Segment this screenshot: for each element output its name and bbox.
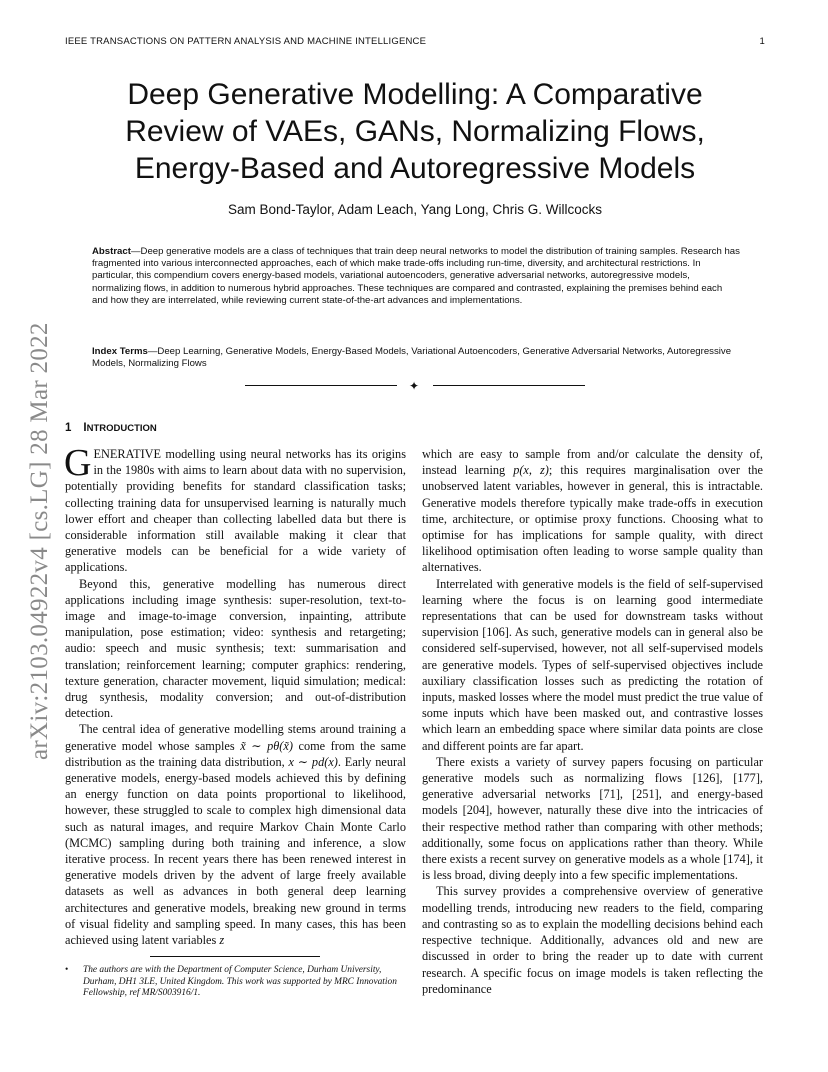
paragraph: This survey provides a comprehensive overview of generative modelling trends, introducing new readers to the field, comparing and contrasting so as to explain the modelling decisions behind each respective technique. Additionally, advances old and new are discussed in order to bring the reader up to date with current research. A specific focus on image models is taken reflecting the predominance xyxy=(422,884,763,996)
drop-cap: G xyxy=(64,442,92,484)
divider-rule-left xyxy=(245,385,397,386)
author-list: Sam Bond-Taylor, Adam Leach, Yang Long, Chris G. Willcocks xyxy=(228,202,602,217)
footnote-rule xyxy=(150,956,320,957)
paragraph: Beyond this, generative modelling has numerous direct applications including image synthesis: super-resolution, text-to-image and image-to-image conversion, inpainting, attribute manipulation, pose estimation; video: synthesis and retargeting; audio: speech and music synthesis; text: summarisation and translation; reinforcement learning; computer graphics: rendering, texture generation, character movement, liquid simulation; medical: drug synthesis, modality conversion; and out-of-distribution detection. xyxy=(65,576,406,721)
title-line: Review of VAEs, GANs, Normalizing Flows, xyxy=(125,115,705,148)
paragraph-text: The central idea of generative modelling stems around training a generative model whose samples xyxy=(65,722,406,753)
abstract-label: Abstract xyxy=(92,246,131,257)
math-inline: p(x, z) xyxy=(513,463,549,478)
divider-rule-right xyxy=(433,385,585,386)
paragraph: There exists a variety of survey papers focusing on particular generative models such as normalizing flows [126], [177], generative adversarial networks [71], [251], and energy-based models [204], however, naturally these dive into the intricacies of their respective method rather than comparing with other methods; additionally, some focus on applications rather than theory. While there exists a recent survey on generative models as a whole [174], it is less broad, diving deeply into a few specific implementations. xyxy=(422,754,763,883)
index-terms xyxy=(92,346,740,370)
paragraph-text: . Early neural generative models, energy-based models achieved this by defining an energy function on data points proportional to likelihood, however, these struggled to scale to complex high dimensional data such as natural images, and require Markov Chain Monte Carlo (MCMC) sampling during both training and inference, a slow iterative process. In recent years there has been renewed interest in generative models driven by the advent of large freely available datasets as well as advances in both general deep learning architectures and generative models, breaking new ground in terms of visual fidelity and sampling speed. In many cases, this has been achieved using latent variables xyxy=(65,754,406,948)
index-terms-label: Index Terms xyxy=(92,346,148,357)
divider-diamond-icon: ✦ xyxy=(409,379,420,393)
abstract-text: —Deep generative models are a class of techniques that train deep neural networks to model the distribution of training samples. Research has fragmented into various interconnected approaches, each of which make trade-offs including run-time, diversity, and architectural restrictions. In particular, this compendium covers energy-based models, variational autoencoders, generative adversarial networks, autoregressive models, normalizing flows, in addition to numerous hybrid approaches. These techniques are compared and contrasted, explaining the premises behind each and how they are interrelated, while reviewing current state-of-the-art advances and implementations. xyxy=(92,246,740,306)
title-line: Energy-Based and Autoregressive Models xyxy=(134,152,696,185)
paragraph xyxy=(65,721,406,948)
running-header xyxy=(65,36,765,50)
journal-name: IEEE TRANSACTIONS ON PATTERN ANALYSIS AND MACHINE INTELLIGENCE xyxy=(65,36,427,47)
right-column xyxy=(422,446,763,997)
math-inline: x ∼ pd(x) xyxy=(288,754,338,769)
paragraph-text: modelling using neural networks has its origins in the 1980s with aims to learn about data with no supervision, potentially providing benefits for standard classification tasks; collecting training data for unsupervised learning is naturally much lower effort and cheaper than collecting labelled data but there is considerable information still available making it clear that generative models can be beneficial for a wide variety of applications. xyxy=(65,447,406,575)
page-number: 1 xyxy=(759,36,765,47)
footnote-text: The authors are with the Department of Computer Science, Durham University, Durham, DH1 3LE, United Kingdom. This work was supported by MRC Innovation Fellowship, ref MR/S003916/1. xyxy=(83,965,397,999)
paper-title xyxy=(60,76,770,187)
paragraph xyxy=(64,442,406,576)
paragraph xyxy=(422,446,763,576)
paragraph-text: ; this requires marginalisation over the unobserved latent variables, however in general, this is intractable. Generative models therefore typically make trade-offs in execution time, architecture, or optimise proxy functions. Choosing what to optimise for has implications for sample quality, with direct likelihood optimisation often leading to worse sample quality than alternatives. xyxy=(422,463,763,575)
index-terms-text: —Deep Learning, Generative Models, Energy-Based Models, Variational Autoencoders, Generative Adversarial Networks, Autoregressive Models, Normalizing Flows xyxy=(92,346,732,370)
math-inline: x̃ ∼ pθ(x̃) xyxy=(240,738,293,753)
paragraph-text: come from the same distribution as the training data distribution, xyxy=(65,738,406,769)
paragraph-text: which are easy to sample from and/or calculate the density of, instead learning xyxy=(422,447,763,478)
title-line: Deep Generative Modelling: A Comparative xyxy=(127,78,703,111)
section-heading xyxy=(65,422,157,434)
bullet-icon: • xyxy=(65,965,69,975)
math-inline: z xyxy=(219,933,225,948)
left-column xyxy=(64,442,406,948)
section-number: 1 xyxy=(65,422,72,434)
section-divider xyxy=(245,380,585,392)
section-title-initial: I xyxy=(83,422,87,434)
arxiv-identifier-stamp: arXiv:2103.04922v4 [cs.LG] 28 Mar 2022 xyxy=(26,322,53,760)
footnote xyxy=(65,965,406,1000)
paragraph: Interrelated with generative models is the field of self-supervised learning where the focus is on learning good intermediate representations that can be used for downstream tasks without supervision [106]. As such, generative models can in general also be considered self-supervised, however, not all self-supervised models are generative models. Types of self-supervised objectives include auxiliary classification losses such as predicting the rotation of inputs, masked losses where the model must predict the true value of some inputs which have been masked out, and contrastive losses which learn an embedding space where similar data points are close and different points are far apart. xyxy=(422,576,763,753)
abstract xyxy=(92,246,740,307)
section-title-rest: NTRODUCTION xyxy=(86,423,157,434)
small-caps-lead: ENERATIVE xyxy=(93,447,162,461)
